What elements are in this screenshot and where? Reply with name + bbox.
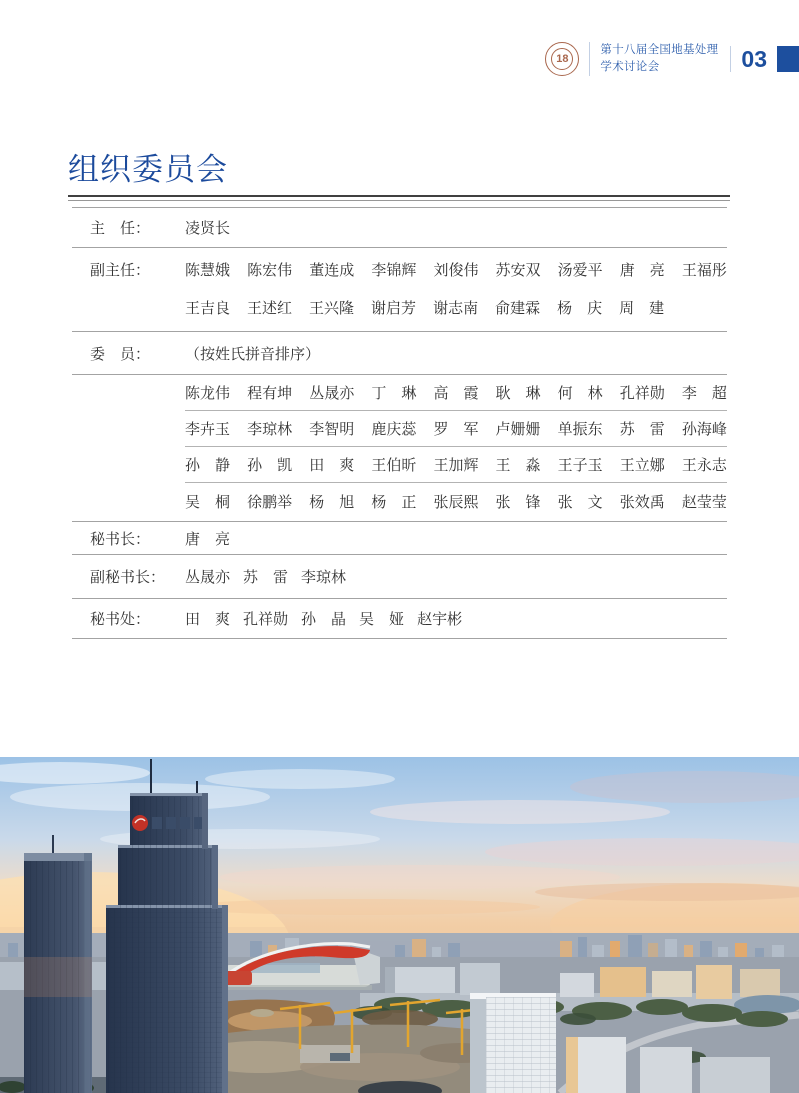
person-name: 苏安双 [495, 261, 541, 279]
person-name: 李琼林 [301, 569, 347, 586]
person-name: 苏 雷 [243, 569, 289, 586]
person-name: 孙 凯 [247, 457, 293, 474]
page-number: 03 [741, 45, 767, 72]
conference-logo-number: 18 [551, 48, 573, 70]
person-name: 杨 旭 [309, 493, 355, 511]
person-name: 陈龙伟 [185, 385, 231, 402]
person-name: 董连成 [309, 261, 355, 279]
person-name: 赵莹莹 [681, 493, 727, 511]
conference-title-line2: 学术讨论会 [600, 61, 660, 73]
row-members-note [72, 332, 727, 375]
person-name: 李锦辉 [371, 261, 417, 279]
person-name: 鹿庆蕊 [371, 421, 417, 438]
person-name: 周 建 [619, 299, 665, 317]
section-title: 组织委员会 [68, 152, 228, 187]
person-name: 谢启芳 [371, 299, 417, 317]
person-name: 田 爽 [309, 457, 355, 474]
row-secretariat [72, 599, 727, 639]
conference-title-line1: 第十八届全国地基处理 [600, 44, 719, 57]
row-members-list [72, 375, 727, 522]
header-divider [730, 46, 731, 72]
person-name: 吴 娅 [359, 611, 405, 628]
person-name: 唐 亮 [619, 261, 665, 279]
person-name: 王伯昕 [371, 457, 417, 474]
name-line [185, 250, 727, 288]
conference-title [600, 42, 718, 75]
person-name: 孙 静 [185, 457, 231, 474]
row-label: 主 任： [90, 220, 151, 237]
conference-logo-icon [545, 42, 579, 76]
person-name: 徐鹏举 [247, 493, 293, 511]
row-label: 秘书长： [90, 530, 151, 548]
person-name: 王兴隆 [309, 299, 355, 317]
person-name: 王吉良 [185, 299, 231, 317]
person-name: 汤爱平 [557, 261, 603, 279]
person-name: 李智明 [309, 421, 355, 438]
person-name: 丛晟亦 [185, 569, 231, 586]
person-name: 张 锋 [495, 493, 541, 511]
row-value: 凌贤长 [185, 220, 231, 237]
row-label [72, 375, 185, 521]
person-name: 李琼林 [247, 421, 293, 438]
person-name: 张效禹 [619, 493, 665, 511]
person-name: 苏 雷 [619, 421, 665, 438]
person-name: 丁 琳 [371, 385, 417, 402]
person-name: 刘俊伟 [433, 261, 479, 279]
person-name: 王述红 [247, 299, 293, 317]
person-name: 陈宏伟 [247, 261, 293, 279]
person-name: 程有坤 [247, 385, 293, 402]
person-name: 张辰熙 [433, 493, 479, 511]
person-name: 王子玉 [557, 457, 603, 474]
person-name: 王 淼 [495, 457, 541, 474]
page-header [545, 42, 799, 76]
name-line [185, 411, 727, 447]
person-name: 王立娜 [619, 457, 665, 474]
person-name: 王加辉 [433, 457, 479, 474]
person-name: 谢志南 [433, 299, 479, 317]
committee-table [72, 207, 727, 639]
header-divider [589, 42, 590, 76]
name-line [185, 375, 727, 411]
person-name: 李 超 [681, 385, 727, 402]
person-name: 耿 琳 [495, 385, 541, 402]
members-sort-note: （按姓氏拼音排序） [185, 345, 321, 363]
person-name: 高 霞 [433, 385, 479, 402]
row-vice-chairmen [72, 248, 727, 332]
row-value: 唐 亮 [185, 530, 231, 548]
corner-accent-block [777, 46, 799, 72]
person-name: 王福彤 [681, 261, 727, 279]
name-line [185, 566, 727, 587]
row-label: 副秘书长： [90, 569, 166, 586]
person-name: 罗 军 [433, 421, 479, 438]
person-name: 卢姗姗 [495, 421, 541, 438]
person-name: 丛晟亦 [309, 385, 355, 402]
person-name: 李卉玉 [185, 421, 231, 438]
person-name: 孙 晶 [301, 611, 347, 628]
person-name: 陈慧娥 [185, 261, 231, 279]
row-label: 副主任： [90, 262, 151, 279]
title-rule [68, 195, 730, 201]
row-secretary-general [72, 522, 727, 555]
person-name: 杨 正 [371, 493, 417, 511]
person-name: 俞建霖 [495, 299, 541, 317]
person-name: 田 爽 [185, 611, 231, 628]
row-label: 委 员： [90, 345, 151, 363]
row-label: 秘书处： [90, 611, 151, 628]
name-line [185, 288, 727, 326]
row-deputy-secretary-general [72, 555, 727, 599]
name-line [185, 608, 727, 629]
person-name: 何 林 [557, 385, 603, 402]
person-name: 杨 庆 [557, 299, 603, 317]
name-line [185, 483, 727, 519]
person-name: 张 文 [557, 493, 603, 511]
person-name: 吴 桐 [185, 493, 231, 511]
row-chairman [72, 208, 727, 248]
cityscape-photo [0, 757, 799, 1093]
person-name: 王永志 [681, 457, 727, 474]
name-line [185, 447, 727, 483]
person-name: 孔祥勋 [619, 385, 665, 402]
person-name: 赵宇彬 [417, 611, 463, 628]
person-name: 单振东 [557, 421, 603, 438]
person-name: 孙海峰 [681, 421, 727, 438]
person-name: 孔祥勋 [243, 611, 289, 628]
